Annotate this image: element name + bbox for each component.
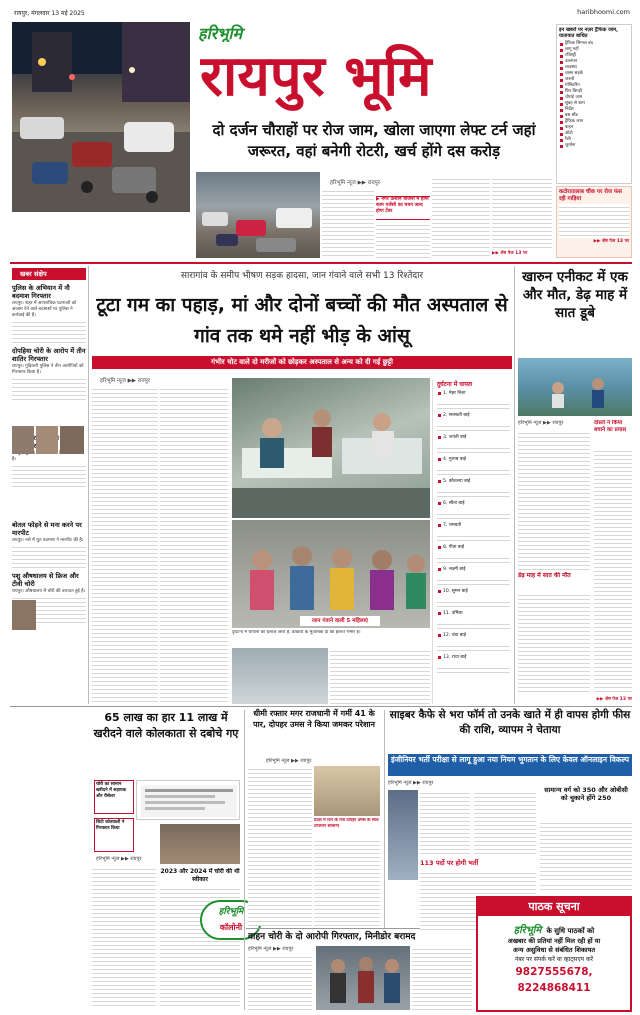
cyber-sub-headline: इंजीनियर भर्ती परीक्षा से लागू हुआ नया नियम भुगतान के लिए केवल ऑनलाइन विकल्प (388, 754, 632, 776)
injured-list (437, 390, 510, 673)
main-body-col-1 (92, 386, 158, 704)
money-headline: 65 लाख का हार 11 लाख में खरीदने वाले कोलकाता से दबोचे गए (93, 711, 239, 740)
index-item: निर्देश (559, 107, 629, 113)
brief-body: रायपुर। शहर में आपराधिक घटनाओं को अंजाम देने वाले बदमाशों पर पुलिस ने कार्रवाई की है। (12, 301, 77, 318)
brief-body: रायपुर। औषधालय में चोरी की वारदात हुई है। (12, 589, 86, 594)
injured-item: 1. मेहर निशा (437, 390, 510, 397)
colony-logo-brand: हरिभूमि (218, 907, 244, 917)
photo-caption-label: जान गंवाने वाली 5 महिलाएं (300, 616, 380, 626)
brand-logo: हरिभूमि (198, 24, 243, 42)
brief-body: है। (12, 457, 17, 462)
cyber-side-body-2 (540, 882, 632, 892)
victims-photo (232, 520, 430, 628)
injured-item: 8. गीता बाई (437, 544, 510, 551)
vehicle-accused-photo (316, 946, 410, 1010)
photo-caption: दुर्घटना में घायलों का इलाज जारी है, डॉक्टरों के मुताबिक दो की हालत गंभीर है। (232, 630, 361, 635)
brief-title: पशु औषधालय से फ्रिज और टीवी चोरी (12, 572, 79, 588)
injured-detail (437, 401, 510, 409)
lead-body-col-4 (492, 176, 552, 250)
main-body-col-2 (160, 386, 228, 704)
right-side-body (594, 448, 632, 694)
column-divider (514, 266, 515, 704)
column-divider (88, 266, 89, 704)
ad-text-1: के सुधि पाठकों को (546, 927, 595, 935)
lead-continued[interactable]: ▶▶ शेष पेज 13 पर (492, 251, 528, 256)
injured-detail (437, 555, 510, 563)
promo-box (556, 186, 632, 258)
ad-text-2: अखबार की प्रतियां नहीं मिल रही हों या (507, 937, 601, 945)
colony-logo-sub: कॉलोनी (219, 923, 243, 932)
index-item: रैली (559, 137, 629, 143)
ad-text-3: अन्य असुविधा से संबंधित शिकायत (512, 946, 596, 954)
brief-filler (12, 544, 86, 568)
ad-title: पाठक सूचना (478, 898, 630, 916)
money-box-2: सिटी कोतवाली ने गिरफ्तार किया (94, 818, 134, 852)
suspect-photo-2 (36, 426, 58, 454)
index-item: लागू नहीं (559, 47, 629, 53)
injured-item: 5. कौशल्या बाई (437, 478, 510, 485)
cyber-box-title: 113 पदों पर होगी भर्ती (420, 859, 479, 867)
injured-item: 2. सरस्वती बाई (437, 412, 510, 419)
intersection-photo (196, 172, 320, 258)
cyber-body-col-2 (474, 790, 536, 856)
index-list (559, 41, 629, 149)
injured-detail (437, 511, 510, 519)
suspect-photo-1 (12, 426, 34, 454)
lead-body-col-1 (322, 188, 374, 258)
right-continued[interactable]: ▶▶ शेष पेज 13 पर (596, 697, 632, 702)
main-kicker: सारागांव के समीप भीषण सड़क हादसा, जान गंवाने वाले सभी 13 रिश्तेदार (180, 271, 424, 281)
promo-continued[interactable]: ▶▶ शेष पेज 13 पर (593, 239, 629, 244)
right-body-col-2 (518, 592, 590, 694)
ad-phone-numbers[interactable]: 9827555678, 8224868411 (515, 966, 593, 994)
money-subhead: 2023 और 2024 में चोरी की थी स्वीकार (160, 868, 240, 883)
brief-item (12, 284, 86, 343)
index-item: व्यवस्था (559, 65, 629, 71)
index-item: मॉनिटरिंग (559, 83, 629, 89)
brief-filler (12, 319, 86, 343)
section-divider (10, 262, 632, 264)
briefs-column (12, 284, 86, 704)
brief-title: बोतल फोड़ने से मना करने पर मारपीट (12, 521, 82, 537)
injured-item: 13. राधा बाई (437, 654, 510, 661)
index-heading: इन खबरों पर नज़र ट्रैफिक जाम, यातायात बाधित (559, 27, 619, 39)
index-box (556, 24, 632, 184)
right-headline: खारुन एनीकट में एक और मौत, डेढ़ माह में सात डूबे (522, 269, 628, 321)
right-side-head: दोस्तों ने किया बचाने का प्रयास (594, 420, 627, 433)
right-body-col (518, 430, 590, 570)
traffic-jam-photo (12, 22, 190, 212)
heat-caption: प्रदेश में दिन के तेज दोपहर उमस के साथ तापमान सामान्य (314, 818, 379, 829)
vehicle-body-col-1 (248, 954, 312, 1010)
injured-item: 12. चंदा बाई (437, 632, 510, 639)
briefs-header: खबर संक्षेप (12, 268, 86, 280)
injured-list-label: दुर्घटना में घायल (437, 381, 473, 388)
main-body-col-3 (330, 648, 430, 704)
column-divider (244, 710, 245, 1010)
main-headline: टूटा गम का पहाड़, मां और दोनों बच्चों की मौत अस्पताल से गांव तक थमे नहीं भीड़ के आंसू (96, 294, 508, 347)
brief-title: पुलिस के अभियान में नौ बदमाश गिरफ्तार (12, 284, 70, 300)
injured-item: 6. सीता बाई (437, 500, 510, 507)
section-divider (10, 706, 632, 707)
index-item: ट्रैफिक जाम (559, 119, 629, 125)
heat-headline: धीमी रफ्तार मगर राजधानी में गर्मी 41 के पार, दोपहर उमस ने किया जमकर परेशान (253, 709, 375, 729)
promo-heading: कटोरातालाब चौक पर रोज फंस रही गाड़ियां (559, 189, 622, 202)
right-byline: हरिभूमि न्यूज ▶▶ रायपुर (518, 420, 564, 426)
injured-item: 7. रामबती (437, 522, 510, 529)
brief-item (12, 347, 86, 400)
money-byline: हरिभूमि न्यूज ▶▶ रायपुर (96, 856, 142, 862)
brief-body: रायपुर। नशे में धुत बदमाश ने मारपीट की है। (12, 538, 84, 543)
injured-detail (437, 665, 510, 673)
injured-detail (437, 621, 510, 629)
cyber-side-body (540, 820, 632, 880)
lead-byline: हरिभूमि न्यूज ▶▶ रायपुर (330, 180, 381, 186)
money-box-1: चोरी का सामान खरीदने में सहायक और रीसेलर (94, 780, 134, 814)
page-title: रायपुर भूमि (200, 43, 432, 109)
heat-body-col-2 (314, 838, 380, 926)
index-item: उल्लंघन (559, 59, 629, 65)
injured-item: 10. सुमन बाई (437, 588, 510, 595)
cyber-byline: हरिभूमि न्यूज ▶▶ रायपुर (388, 780, 434, 786)
brief-item (12, 521, 86, 568)
index-item: रजिस्ट्री (559, 53, 629, 59)
lead-pullquote: ▶ नगर उत्थान योजना में होगा काम एजेंसी का चयन जल्द होगा टेंडर (376, 196, 430, 220)
injured-item: 11. उर्मिला (437, 610, 510, 617)
injured-detail (437, 643, 510, 651)
vehicle-byline: हरिभूमि न्यूज ▶▶ रायपुर (248, 946, 294, 952)
river-photo (518, 358, 632, 416)
vehicle-headline: वाहन चोरी के दो आरोपी गिरफ्तार, मिनीडोर बरामद (248, 932, 416, 942)
main-byline: हरिभूमि न्यूज ▶▶ रायपुर (100, 378, 151, 384)
injured-detail (437, 489, 510, 497)
lead-body-col-3 (432, 176, 490, 258)
injured-detail (437, 445, 510, 453)
suspect-photo-3 (60, 426, 84, 454)
index-item: वाहन (559, 125, 629, 131)
index-item: ऑटो (559, 131, 629, 137)
ambulance-photo (232, 648, 328, 704)
cyber-body-col-1 (420, 790, 470, 856)
injured-list-box (432, 380, 510, 704)
index-item: जरूरी (559, 77, 629, 83)
index-item: जुर्माना (559, 143, 629, 149)
necklace-photo (136, 780, 240, 820)
suspect-photo-4 (12, 600, 36, 630)
heat-byline: हरिभूमि न्यूज ▶▶ रायपुर (266, 758, 312, 764)
brief-body: रायपुर। गुढ़ियारी पुलिस ने तीन आरोपियों को गिरफ्तार किया है। (12, 364, 84, 375)
cyber-side-text: सामान्य वर्ग को 350 और ओबीसी को चुकाने होंगे 250 (544, 786, 628, 802)
brief-filler (12, 376, 86, 400)
main-deck: गंभीर चोट वाले दो मरीजों को छोड़कर अस्पताल से अन्य को दी गई छुट्टी (92, 356, 512, 369)
money-body-col-1 (92, 866, 156, 1006)
injured-detail (437, 599, 510, 607)
reader-notice-ad (476, 896, 632, 1012)
cyber-headline: साइबर कैफे से भरा फॉर्म तो उनके खाते में ही वापस होगी फीस की राशि, व्यापम ने चेताया (389, 709, 631, 736)
website-url[interactable]: haribhoomi.com (577, 8, 630, 16)
ad-text-4: नंबर पर संपर्क करें या व्हाट्सएप करें (514, 956, 594, 963)
heat-photo (314, 766, 380, 816)
injured-detail (437, 577, 510, 585)
index-item: चौराहे जाम (559, 95, 629, 101)
accused-photo (160, 824, 240, 864)
brief-filler (12, 463, 86, 487)
index-item: ट्रैफिक सिग्नल बंद (559, 41, 629, 47)
right-note: डेढ़ माह में सात की मौत (518, 572, 571, 579)
injured-detail (437, 533, 510, 541)
index-item: बस स्टैंड (559, 113, 629, 119)
injured-item: 3. जयंती बाई (437, 434, 510, 441)
vehicle-body-col-2 (412, 946, 472, 1010)
index-item: व्यस्त सड़कें (559, 71, 629, 77)
injured-detail (437, 423, 510, 431)
heat-body-col-1 (248, 766, 312, 926)
lead-body-col-2 (376, 222, 430, 258)
cyber-photo (388, 790, 418, 880)
lead-headline: दो दर्जन चौराहों पर रोज जाम, खोला जाएगा लेफ्ट टर्न जहां जरूरत, वहां बनेगी रोटरी, खर्च होंगे दस करोड़ (212, 121, 536, 160)
index-item: सुबह से शाम (559, 101, 629, 107)
injured-detail (437, 467, 510, 475)
promo-body (559, 204, 629, 238)
hospital-photo (232, 378, 430, 518)
brief-title: दोपहिया चोरी के आरोप में तीन शातिर गिरफ्तार (12, 347, 86, 363)
injured-item: 9. लक्ष्मी बाई (437, 566, 510, 573)
injured-item: 4. गुलाब बाई (437, 456, 510, 463)
column-divider (384, 710, 385, 928)
ad-brand: हरिभूमि (513, 925, 542, 936)
edition-date: रायपुर, मंगलवार 13 मई 2025 (14, 10, 85, 17)
index-item: फिर बिगड़ी (559, 89, 629, 95)
